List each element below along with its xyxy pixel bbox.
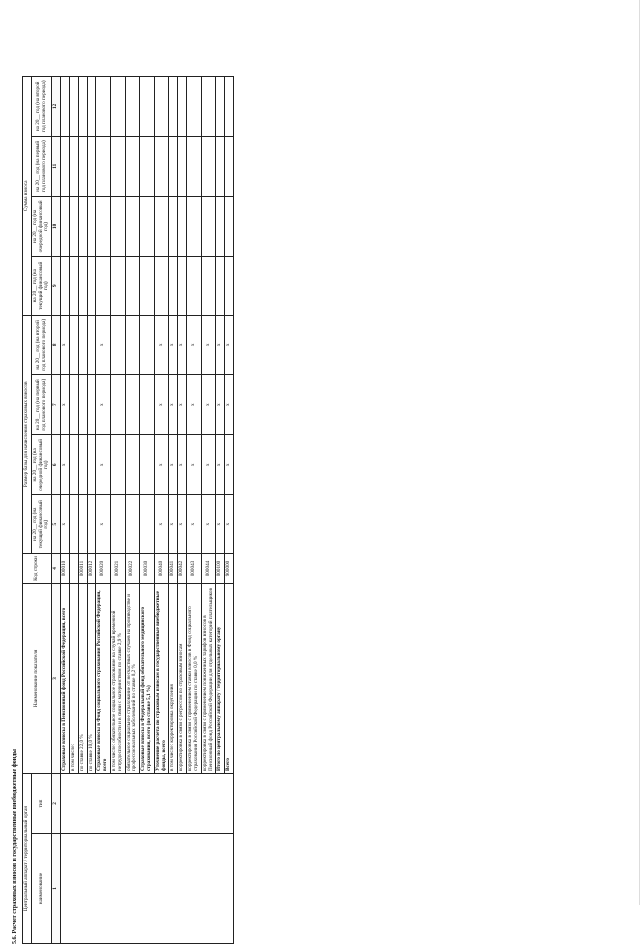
value-cell[interactable] [225,136,234,196]
value-cell[interactable] [125,256,140,315]
na-mark: x [178,435,187,495]
ins-row-label: в том числе: [69,584,78,774]
value-cell[interactable] [78,196,87,256]
value-cell[interactable] [216,136,225,196]
value-cell[interactable] [69,375,78,435]
value-cell[interactable] [225,77,234,137]
value-cell[interactable] [125,435,140,495]
value-cell[interactable] [169,196,178,256]
na-mark: x [61,495,70,554]
na-mark: x [96,495,111,554]
ins-row-label: корректировка в связи с применением пониженных тарифов взносов в Пенсионный фонд Российской Федерации для отдельных категорий плательщиков [201,584,216,774]
ins-row-label: обязательное социальное страхование от несчастных случаев на производстве и профессиональных заболеваний по ставке 0,2 % [125,584,140,774]
value-cell[interactable] [78,77,87,137]
value-cell[interactable] [225,196,234,256]
ins-row-label: Страховые взносы в Федеральный фонд обязательного медицинского страхования, всего (по ставке 5,1 %) [140,584,155,774]
value-cell[interactable] [225,256,234,315]
value-cell[interactable] [178,77,187,137]
na-mark: x [225,435,234,495]
ins-row-label: корректировка в связи с применением ставки взносов в Фонд социального страхования Российской Федерации по ставке 0,0 % [187,584,202,774]
col-num: 3 [52,584,61,774]
ins-row-code: 000043 [187,554,202,584]
value-cell[interactable] [216,77,225,137]
na-mark: x [96,315,111,375]
na-mark: x [61,435,70,495]
ins-row-code: 000100 [216,554,225,584]
ins-row-label: в том числе: корректировка округления [169,584,178,774]
value-cell[interactable] [61,196,70,256]
value-cell[interactable] [169,77,178,137]
na-mark: x [187,495,202,554]
ins-row-code [69,554,78,584]
value-cell[interactable] [87,196,96,256]
na-mark: x [178,495,187,554]
col-num: 8 [52,315,61,375]
na-mark: x [187,375,202,435]
value-cell[interactable] [78,315,87,375]
ins-row-code: 000021 [110,554,125,584]
rotated-form-sheet [0,70,490,950]
na-mark: x [178,375,187,435]
col-num: 10 [52,196,61,256]
value-cell[interactable] [187,196,202,256]
ins-row-label: корректировка в связи с регрессом по страховым взносам [178,584,187,774]
ins-row-code: 000012 [87,554,96,584]
na-mark: x [169,375,178,435]
value-cell[interactable] [110,196,125,256]
value-cell[interactable] [69,196,78,256]
ins-header-org-name: наименование [31,834,51,944]
na-mark: x [225,315,234,375]
value-cell[interactable] [178,136,187,196]
value-cell[interactable] [96,77,111,137]
value-cell[interactable] [69,77,78,137]
value-cell[interactable] [69,495,78,554]
ins-row-code: 000010 [61,554,70,584]
value-cell[interactable] [87,77,96,137]
value-cell[interactable] [96,256,111,315]
ins-row-code: 000044 [201,554,216,584]
value-cell[interactable] [125,77,140,137]
ins-row-label: по ставке 10,0 % [87,584,96,774]
value-cell[interactable] [154,136,169,196]
ins-row-label: Итого по центральному аппарату / территориальному органу [216,584,225,774]
value-cell[interactable] [110,77,125,137]
ins-header-base: Размер базы для начисления страховых взносов [23,315,32,553]
ins-row-label: Уточнение расчета по страховым взносам в государственные внебюджетные фонды, всего [154,584,169,774]
na-mark: x [61,315,70,375]
na-mark: x [154,435,169,495]
na-mark: x [201,315,216,375]
value-cell[interactable] [87,495,96,554]
ins-row-code: 000030 [140,554,155,584]
ins-header-base-plan2: на 20__ год (на второй год планового периода) [31,315,51,375]
ins-row-label: Всего [225,584,234,774]
value-cell[interactable] [87,136,96,196]
value-cell[interactable] [216,256,225,315]
footnote [0,84,1,944]
value-cell[interactable] [154,256,169,315]
value-cell[interactable] [169,256,178,315]
value-cell[interactable] [140,256,155,315]
value-cell[interactable] [169,136,178,196]
ins-row-code: 000020 [96,554,111,584]
na-mark: x [169,435,178,495]
ins-column-numbers [52,77,61,944]
value-cell[interactable] [201,136,216,196]
ins-row-code: 000022 [125,554,140,584]
ins-row-label: в том числе: обязательное социальное страхование на случай временной нетрудоспособности и в связи с материнством по ставке 2,9 % [110,584,125,774]
ins-header-indicator: Наименование показателя [23,584,52,774]
value-cell[interactable] [61,77,70,137]
col-num: 9 [52,256,61,315]
col-num: 6 [52,435,61,495]
na-mark: x [201,435,216,495]
section-5-6-title: 5.6. Расчет страховых взносов в государственные внебюджетные фонды [12,749,18,944]
na-mark: x [154,315,169,375]
na-mark: x [96,435,111,495]
value-cell[interactable] [69,315,78,375]
ins-row-code: 000041 [169,554,178,584]
value-cell[interactable] [140,435,155,495]
value-cell[interactable] [78,375,87,435]
ins-header-base-next: на 20__ год (на очередной финансовый год) [31,435,51,495]
na-mark: x [216,375,225,435]
ins-header-code: Код строки [23,554,52,584]
value-cell[interactable] [125,136,140,196]
col-num: 5 [52,495,61,554]
ins-row-label: по ставке 22,0 % [78,584,87,774]
value-cell[interactable] [178,256,187,315]
ins-header-base-current: на 20__ год (на текущий финансовый год) [31,495,51,554]
na-mark: x [201,495,216,554]
na-mark: x [169,315,178,375]
value-cell[interactable] [78,495,87,554]
value-cell[interactable] [96,136,111,196]
ins-header-org: Центральный аппарат / территориальный орган [23,774,32,944]
col-num: 12 [52,77,61,137]
ins-header-sum: Сумма взноса [23,77,32,316]
na-mark: x [216,495,225,554]
value-cell[interactable] [187,256,202,315]
na-mark: x [61,375,70,435]
value-cell[interactable] [140,136,155,196]
na-mark: x [154,375,169,435]
value-cell[interactable] [87,256,96,315]
value-cell[interactable] [125,315,140,375]
value-cell[interactable] [61,256,70,315]
org-type-cell[interactable] [61,774,234,834]
value-cell[interactable] [78,435,87,495]
value-cell[interactable] [110,256,125,315]
na-mark: x [178,315,187,375]
na-mark: x [169,495,178,554]
value-cell[interactable] [140,77,155,137]
value-cell[interactable] [69,256,78,315]
value-cell[interactable] [178,196,187,256]
insurance-table [22,76,234,944]
na-mark: x [216,435,225,495]
ins-row [61,77,70,944]
value-cell[interactable] [201,256,216,315]
value-cell[interactable] [154,77,169,137]
na-mark: x [216,315,225,375]
col-num: 4 [52,554,61,584]
value-cell[interactable] [125,375,140,435]
ins-row-label: Страховые взносы в Фонд социального страхования Российской Федерации, всего [96,584,111,774]
value-cell[interactable] [96,196,111,256]
na-mark: x [187,435,202,495]
col-num: 1 [52,834,61,944]
ins-header-sum-current: на 20__ год (на текущий финансовый год) [31,256,51,315]
value-cell[interactable] [125,196,140,256]
value-cell[interactable] [140,315,155,375]
col-num: 7 [52,375,61,435]
value-cell[interactable] [110,435,125,495]
na-mark: x [96,375,111,435]
ins-header-sum-plan2: на 20__ год (на второй год планового периода) [31,77,51,137]
na-mark: x [187,315,202,375]
na-mark: x [201,375,216,435]
value-cell[interactable] [87,375,96,435]
value-cell[interactable] [187,136,202,196]
value-cell[interactable] [87,435,96,495]
value-cell[interactable] [216,196,225,256]
na-mark: x [225,495,234,554]
ins-row-code: 000042 [178,554,187,584]
ins-header-sum-plan1: на 20__ год (на первый год планового периода) [31,136,51,196]
col-num: 2 [52,774,61,834]
value-cell[interactable] [187,77,202,137]
value-cell[interactable] [87,315,96,375]
value-cell[interactable] [201,77,216,137]
value-cell[interactable] [78,136,87,196]
ins-header-base-plan1: на 20__ год (на первый год планового периода) [31,375,51,435]
org-name-cell[interactable] [61,834,234,944]
value-cell[interactable] [69,435,78,495]
value-cell[interactable] [61,136,70,196]
value-cell[interactable] [140,375,155,435]
value-cell[interactable] [140,495,155,554]
na-mark: x [154,495,169,554]
value-cell[interactable] [125,495,140,554]
value-cell[interactable] [110,375,125,435]
value-cell[interactable] [110,495,125,554]
ins-row-label: Страховые взносы в Пенсионный фонд Российской Федерации, всего [61,584,70,774]
ins-header-sum-next: на 20__ год (на очередной финансовый год) [31,196,51,256]
value-cell[interactable] [201,196,216,256]
value-cell[interactable] [140,196,155,256]
ins-row-code: 000040 [154,554,169,584]
value-cell[interactable] [110,136,125,196]
ins-header-org-type: тип [31,774,51,834]
value-cell[interactable] [110,315,125,375]
value-cell[interactable] [154,196,169,256]
value-cell[interactable] [78,256,87,315]
na-mark: x [225,375,234,435]
value-cell[interactable] [69,136,78,196]
ins-row-code: 000011 [78,554,87,584]
ins-row-code: 900000 [225,554,234,584]
col-num: 11 [52,136,61,196]
